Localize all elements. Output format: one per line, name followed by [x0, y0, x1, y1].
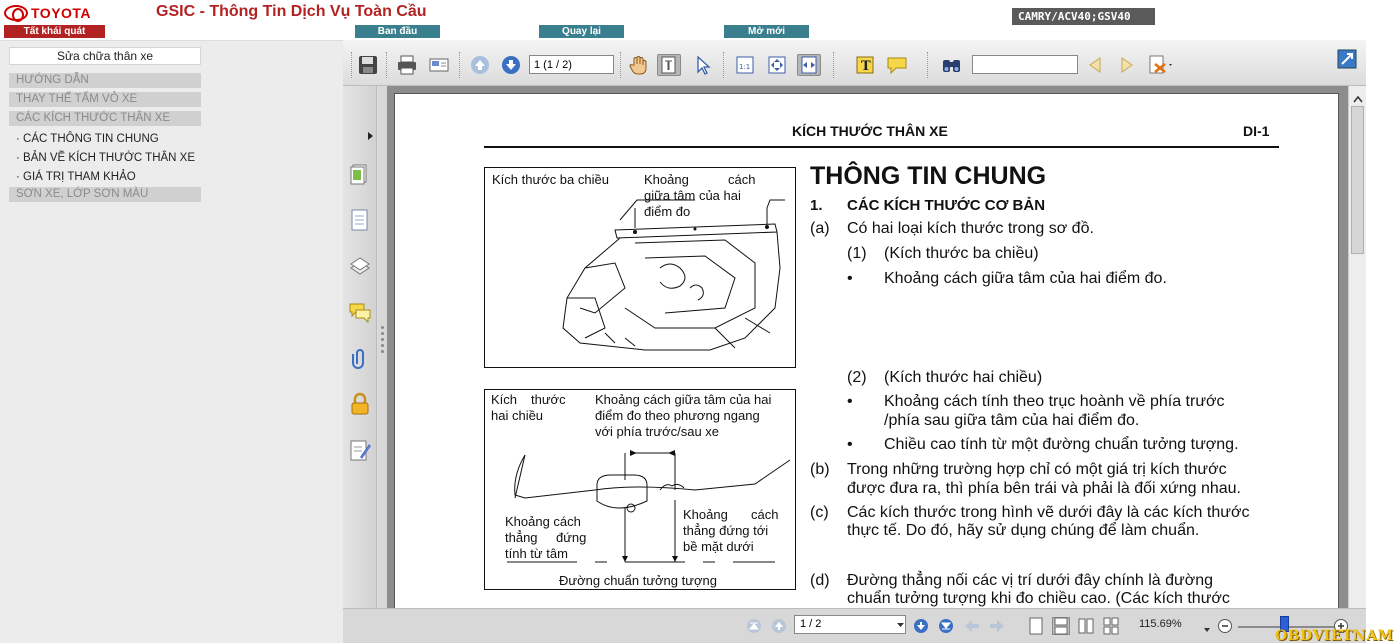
figure-2d-dimensions	[484, 389, 796, 590]
new-window-button[interactable]: Mở mới	[724, 25, 809, 38]
item-text: Trong những trường hợp chỉ có một giá trị kích thước	[847, 461, 1227, 478]
toyota-emblem-icon	[4, 5, 28, 21]
fig2-note-left: đứng	[556, 530, 587, 545]
fig1-label: Kích thước ba chiều	[492, 172, 609, 187]
item-text: thực tế. Do đó, hãy sử dụng chúng để làm chuẩn.	[847, 522, 1200, 539]
attachment-paperclip-icon[interactable]	[348, 346, 372, 370]
fig2-note-left: Khoảng cách	[505, 514, 581, 529]
item-tag: •	[847, 436, 853, 453]
section-guide[interactable]: HƯỚNG DẪN	[9, 73, 201, 88]
item-tag: •	[847, 270, 853, 287]
zoom-out-icon[interactable]	[1216, 617, 1234, 635]
email-icon[interactable]	[427, 54, 451, 76]
splitter-grip	[381, 338, 384, 341]
typewriter-icon[interactable]	[853, 54, 877, 76]
svg-text:T: T	[861, 59, 871, 74]
scrollbar-thumb[interactable]	[1351, 106, 1364, 254]
fig1-note: Khoảng	[644, 172, 689, 187]
comments-list-icon[interactable]	[348, 300, 372, 324]
page-number-input[interactable]	[529, 55, 614, 74]
fig2-note-right: cách	[751, 507, 779, 522]
continuous-view-icon[interactable]	[1052, 617, 1070, 635]
status-bar	[343, 608, 1394, 644]
single-page-view-icon[interactable]	[1027, 617, 1045, 635]
fig2-label: hai chiều	[491, 408, 544, 423]
item-text: /phía sau giữa tâm của hai điểm đo.	[884, 412, 1140, 429]
thumbnails-icon[interactable]	[348, 162, 372, 186]
page-code: DI-1	[1243, 123, 1270, 139]
panel-splitter[interactable]	[378, 86, 387, 608]
subsection-heading: CÁC KÍCH THƯỚC CƠ BẢN	[847, 197, 1046, 214]
overview-button[interactable]: Tất khái quát	[4, 25, 105, 38]
zoom-level[interactable]: 115.69%	[1139, 618, 1182, 630]
toolbar-separator	[620, 52, 622, 78]
item-text: Đường thẳng nối các vị trí dưới đây chính là đường	[847, 572, 1214, 589]
fig2-note-right: thẳng đứng tới	[683, 523, 769, 538]
fig1-note: điểm đo	[644, 204, 691, 219]
app-title: GSIC - Thông Tin Dịch Vụ Toàn Cầu	[156, 3, 427, 20]
item-tag: •	[847, 393, 853, 410]
svg-text:1:1: 1:1	[739, 63, 751, 71]
search-input[interactable]	[972, 55, 1078, 74]
section-paint[interactable]: SƠN XE, LỚP SƠN MÀU	[9, 187, 201, 202]
item-text: Các kích thước trong hình vẽ dưới đây là các kích thước	[847, 504, 1250, 521]
watermark-logo: OBDVIETNAM	[1275, 628, 1394, 644]
save-icon[interactable]	[356, 54, 380, 76]
item-text: chuẩn tưởng tượng khi đo chiều cao. (Các kích thước	[847, 590, 1230, 607]
select-arrow-icon[interactable]	[690, 54, 714, 76]
item-tag: (2)	[847, 369, 867, 386]
toolbar-separator	[723, 52, 725, 78]
nav-item-reference-values[interactable]: · GIÁ TRỊ THAM KHẢO	[16, 171, 136, 183]
splitter-grip	[381, 350, 384, 353]
fig2-note-top: điểm đo theo phương ngang	[595, 408, 760, 423]
page-dropdown-icon[interactable]	[896, 618, 905, 636]
fit-page-icon[interactable]	[765, 54, 789, 76]
splitter-grip	[381, 326, 384, 329]
toyota-logo	[4, 3, 104, 23]
hand-tool-icon[interactable]	[627, 54, 651, 76]
item-text: được đưa ra, thì phía bên trái và phải là đối xứng nhau.	[847, 480, 1241, 497]
viewer-toolbar	[343, 40, 1366, 86]
toolbar-separator	[833, 52, 835, 78]
first-page-icon[interactable]	[745, 617, 763, 635]
subsection-number: 1.	[810, 197, 823, 214]
security-lock-icon[interactable]	[348, 392, 372, 416]
fig2-note-top: với phía trước/sau xe	[595, 424, 720, 439]
fig1-note: giữa tâm của hai	[644, 188, 741, 203]
comment-icon[interactable]	[885, 54, 909, 76]
toolbar-separator	[351, 52, 353, 78]
item-text: (Kích thước hai chiều)	[884, 369, 1043, 386]
figure-3d-dimensions	[484, 167, 796, 368]
toolbar-separator	[459, 52, 461, 78]
item-text: Khoảng cách giữa tâm của hai điểm đo.	[884, 270, 1167, 287]
running-header: KÍCH THƯỚC THÂN XE	[792, 123, 948, 139]
section-panel-replacement[interactable]: THAY THẾ TẤM VỎ XE	[9, 92, 201, 107]
next-page-icon[interactable]	[499, 54, 523, 76]
nav-item-general-info[interactable]: · CÁC THÔNG TIN CHUNG	[16, 133, 159, 145]
previous-page-icon[interactable]	[468, 54, 492, 76]
item-tag: (d)	[810, 572, 830, 589]
header-rule	[484, 146, 1279, 148]
car-body-3d-drawing	[485, 168, 795, 367]
left-navigation-panel	[0, 40, 343, 643]
toolbar-separator	[927, 52, 929, 78]
find-next-icon[interactable]	[1115, 54, 1139, 76]
app-header	[0, 0, 1366, 40]
find-previous-icon[interactable]	[1083, 54, 1107, 76]
nav-item-dimension-drawing[interactable]: · BẢN VẼ KÍCH THƯỚC THÂN XE	[16, 152, 196, 164]
item-tag: (b)	[810, 461, 830, 478]
logo-text: TOYOTA	[31, 5, 92, 21]
next-view-icon[interactable]	[988, 617, 1006, 635]
fig2-note-left: tính từ tâm	[505, 546, 568, 561]
side-tools-panel	[343, 86, 377, 608]
pdf-viewer	[343, 40, 1394, 644]
previous-view-icon[interactable]	[963, 617, 981, 635]
last-page-icon[interactable]	[937, 617, 955, 635]
vertical-scrollbar[interactable]	[1348, 86, 1366, 608]
item-text: Khoảng cách tính theo trục hoành về phía trước	[884, 393, 1225, 410]
document-area	[387, 86, 1348, 608]
item-text: Chiều cao tính từ một đường chuẩn tưởng tượng.	[884, 436, 1239, 453]
find-binoculars-icon[interactable]	[940, 54, 964, 76]
back-button[interactable]: Quay lại	[539, 25, 624, 38]
status-page-input[interactable]: 1 / 2	[794, 615, 906, 634]
signature-edit-icon[interactable]	[348, 438, 372, 462]
document-page	[394, 93, 1339, 613]
search-options-icon[interactable]	[1149, 54, 1173, 76]
start-button[interactable]: Ban đầu	[355, 25, 440, 38]
actual-size-icon[interactable]	[733, 54, 757, 76]
fig2-note-right: Khoảng	[683, 507, 728, 522]
page-icon[interactable]	[348, 208, 372, 232]
section-heading: THÔNG TIN CHUNG	[810, 162, 1047, 190]
fig2-note-right: bề mặt dưới	[683, 539, 754, 554]
model-badge: CAMRY/ACV40;GSV40	[1012, 8, 1155, 25]
section-body-dimensions[interactable]: CÁC KÍCH THƯỚC THÂN XE	[9, 111, 201, 126]
item-tag: (1)	[847, 245, 867, 262]
two-page-continuous-icon[interactable]	[1102, 617, 1120, 635]
zoom-dropdown-icon[interactable]	[1203, 621, 1211, 639]
layers-icon[interactable]	[348, 254, 372, 278]
panel-toggle-arrow-icon[interactable]	[364, 130, 376, 142]
print-icon[interactable]	[395, 54, 419, 76]
fig1-note: cách	[728, 172, 756, 187]
fig2-note-top: Khoảng cách giữa tâm của hai	[595, 392, 772, 407]
fig2-label: thước	[531, 392, 566, 407]
previous-page-icon[interactable]	[770, 617, 788, 635]
splitter-grip	[381, 344, 384, 347]
item-text: (Kích thước ba chiều)	[884, 245, 1039, 262]
toolbar-separator	[386, 52, 388, 78]
two-page-view-icon[interactable]	[1077, 617, 1095, 635]
item-tag: (a)	[810, 220, 830, 237]
text-select-icon[interactable]	[657, 54, 681, 76]
item-tag: (c)	[810, 504, 829, 521]
splitter-grip	[381, 332, 384, 335]
car-side-2d-drawing	[485, 390, 795, 589]
expand-icon[interactable]	[1335, 48, 1359, 70]
panel-title: Sửa chữa thân xe	[9, 47, 201, 65]
fig2-baseline-label: Đường chuẩn tưởng tượng	[559, 573, 717, 588]
fit-width-icon[interactable]	[797, 54, 821, 76]
next-page-icon[interactable]	[912, 617, 930, 635]
fig2-note-left: thẳng	[505, 530, 538, 545]
fig2-label: Kích	[491, 392, 518, 407]
item-text: Có hai loại kích thước trong sơ đồ.	[847, 220, 1094, 237]
